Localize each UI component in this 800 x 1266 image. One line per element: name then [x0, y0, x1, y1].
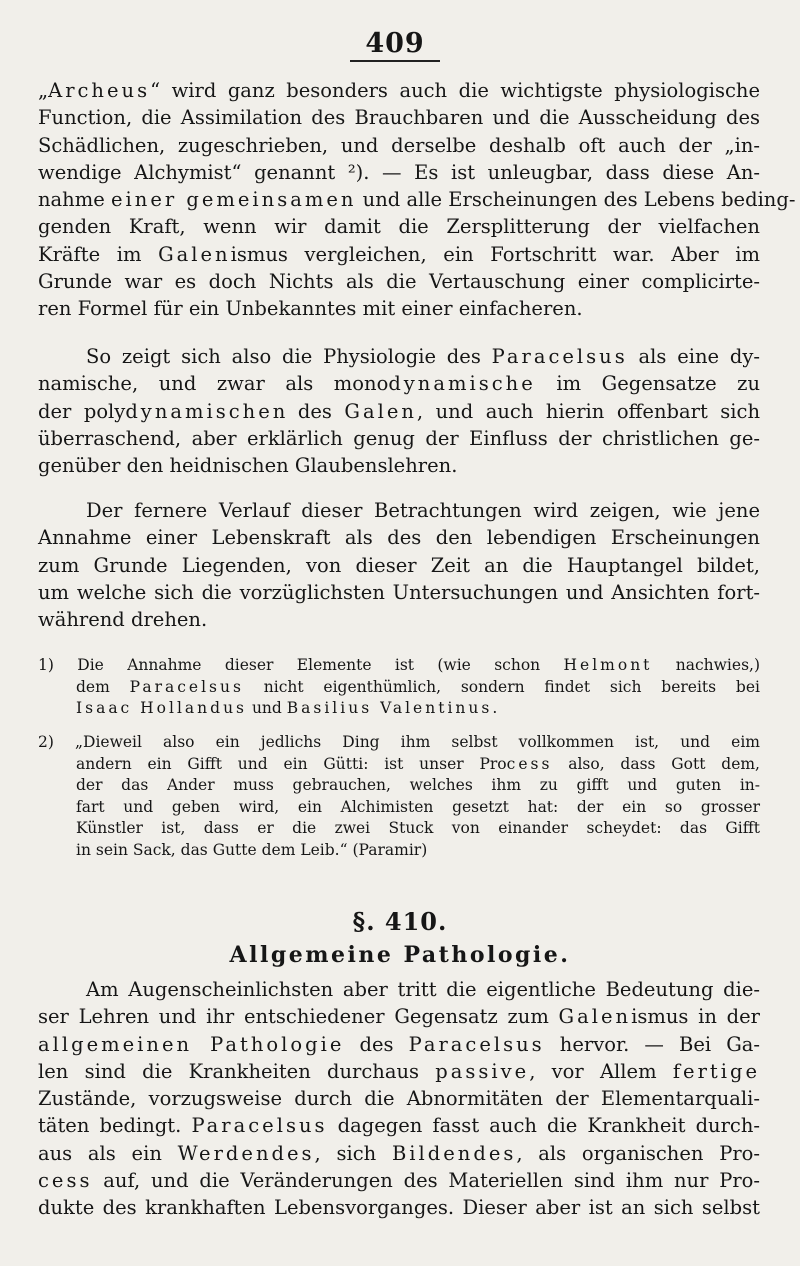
text-line: während drehen. — [38, 608, 208, 632]
text-line: ren Formel für ein Unbekanntes mit einer einfacheren. — [38, 297, 583, 321]
text-line: um welche sich die vorzüglichsten Untersuchungen und Ansichten fort- — [38, 580, 760, 604]
paragraph-2 — [38, 343, 760, 479]
text-line: len sind die Krankheiten durchaus passive, vor Allem fertige — [38, 1059, 760, 1083]
text-line: genden Kraft, wenn wir damit die Zersplitterung der vielfachen — [38, 215, 760, 239]
text-line: namische, und zwar als monodynamische im Gegensatze zu — [38, 372, 761, 396]
paragraph-1 — [38, 77, 796, 323]
footnote-line: Isaac Hollandus und Basilius Valentinus. — [76, 699, 498, 718]
paragraph-3 — [38, 497, 760, 633]
text-line: Am Augenscheinlichsten aber tritt die eigentliche Bedeutung die- — [86, 978, 760, 1001]
text-line: täten bedingt. Paracelsus dagegen fasst auch die Krankheit durch- — [38, 1114, 760, 1138]
text-line: dukte des krankhaften Lebensvorganges. Dieser aber ist an sich selbst — [38, 1196, 760, 1220]
text-line: „Archeus“ wird ganz besonders auch die wichtigste physiologische — [38, 79, 760, 102]
footnote-line: der das Ander muss gebrauchen, welches ihm zu gifft und guten in- — [76, 776, 760, 795]
text-line: allgemeinen Pathologie des Paracelsus hervor. — Bei Ga- — [38, 1032, 760, 1056]
text-line: der polydynamischen des Galen, und auch hierin offenbart sich — [38, 399, 760, 423]
text-line: ser Lehren und ihr entschiedener Gegensatz zum Galenismus in der — [38, 1005, 760, 1029]
footnote-line: andern ein Gifft und ein Gütti: ist unser Process also, dass Gott dem, — [76, 754, 760, 773]
footnote-line: dem Paracelsus nicht eigenthümlich, sondern findet sich bereits bei — [76, 677, 760, 696]
text-line: Annahme einer Lebenskraft als des den lebendigen Erscheinungen — [38, 526, 760, 550]
footnote-1 — [38, 655, 760, 720]
text-line: Zustände, vorzugsweise durch die Abnormitäten der Elementarquali- — [38, 1087, 760, 1111]
text-line: nahme einer gemeinsamen und alle Erscheinungen des Lebens beding- — [38, 188, 796, 212]
text-line: überraschend, aber erklärlich genug der Einfluss der christlichen ge- — [38, 426, 760, 450]
footnote-2 — [38, 732, 760, 862]
footnote-line: Künstler ist, dass er die zwei Stuck von einander scheydet: das Gifft — [76, 819, 760, 838]
text-line: Grunde war es doch Nichts als die Vertauschung einer complicirte- — [38, 270, 760, 294]
text-line: Schädlichen, zugeschrieben, und derselbe deshalb oft auch der „in- — [38, 133, 760, 157]
footnote-line: in sein Sack, das Gutte dem Leib.“ (Paramir) — [76, 840, 428, 859]
text-line: genüber den heidnischen Glaubenslehren. — [38, 454, 458, 478]
text-line: cess auf, und die Veränderungen des Materiellen sind ihm nur Pro- — [38, 1169, 760, 1193]
page-number: 409 — [350, 28, 440, 62]
section-title: Allgemeine Pathologie. — [229, 942, 571, 968]
text-line: Der fernere Verlauf dieser Betrachtungen wird zeigen, wie jene — [86, 499, 760, 522]
text-line: aus als ein Werdendes, sich Bildendes, als organischen Pro- — [38, 1141, 760, 1165]
footnote-line: 2) „Dieweil also ein jedlichs Ding ihm selbst vollkommen ist, und eim — [38, 733, 760, 751]
text-line: zum Grunde Liegenden, von dieser Zeit an die Hauptangel bildet, — [38, 553, 760, 577]
text-line: Kräfte im Galenismus vergleichen, ein Fortschritt war. Aber im — [38, 242, 760, 266]
footnote-line: fart und geben wird, ein Alchimisten gesetzt hat: der ein so grosser — [76, 797, 760, 816]
section-paragraph — [38, 976, 760, 1222]
text-line: Function, die Assimilation des Brauchbaren und die Ausscheidung des — [38, 106, 760, 130]
section-number: §. 410. — [352, 907, 448, 936]
text-line: wendige Alchymist“ genannt ²). — Es ist unleugbar, dass diese An- — [38, 160, 760, 184]
text-line: So zeigt sich also die Physiologie des Paracelsus als eine dy- — [86, 345, 760, 368]
footnote-line: 1) Die Annahme dieser Elemente ist (wie schon Helmont nachwies,) — [38, 656, 760, 674]
